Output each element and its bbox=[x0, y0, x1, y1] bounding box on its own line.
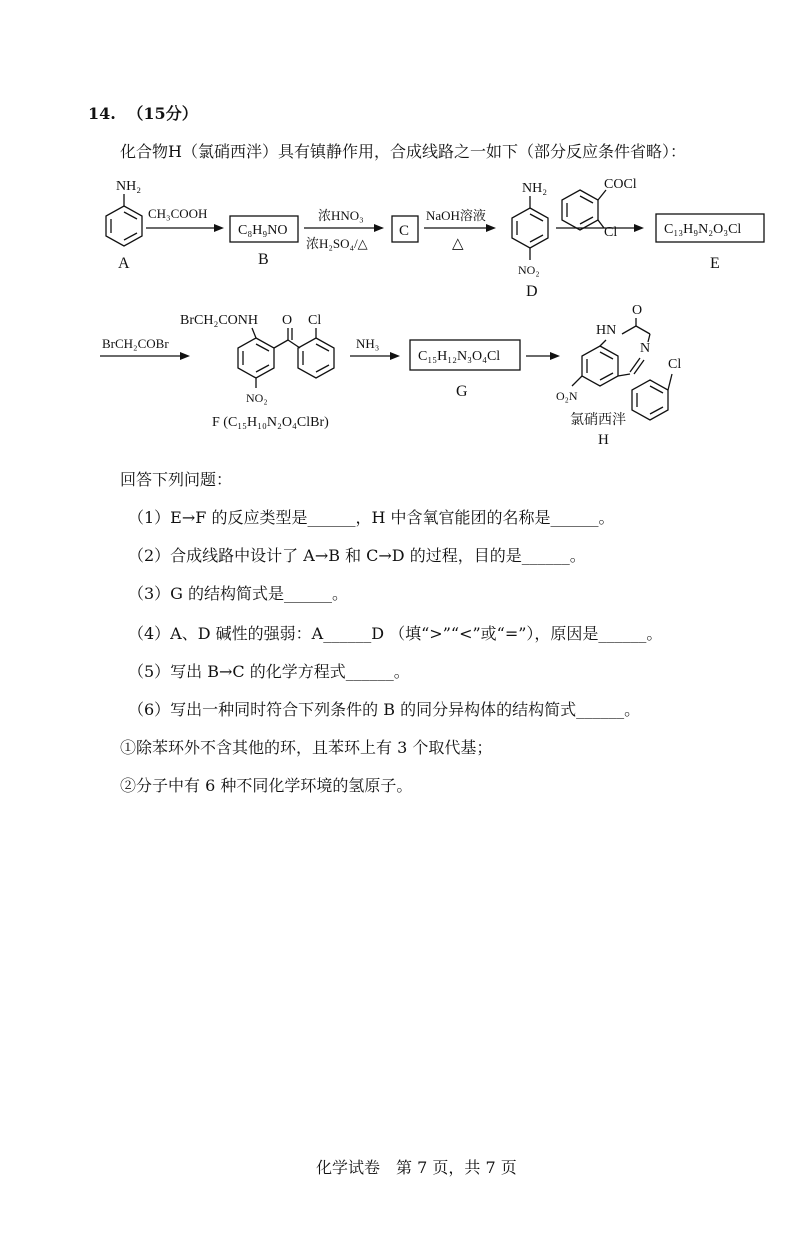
compound-d-no2: NO₂ bbox=[518, 263, 540, 277]
compound-f-no2: NO₂ bbox=[246, 391, 268, 405]
acyl-chloride-structure bbox=[562, 177, 637, 240]
compound-f-cl: Cl bbox=[308, 313, 322, 328]
condition-1: ①除苯环外不含其他的环，且苯环上有 3 个取代基； bbox=[120, 738, 493, 757]
compound-d-label: D bbox=[526, 283, 538, 300]
item-6: （6）写出一种同时符合下列条件的 B 的同分异构体的结构简式______。 bbox=[128, 700, 641, 719]
page-footer: 化学试卷 第 7 页，共 7 页 bbox=[316, 1158, 517, 1177]
reagent-naoh: NaOH溶液 bbox=[426, 208, 486, 223]
compound-b-label: B bbox=[258, 251, 269, 268]
compound-h-label: H bbox=[598, 432, 609, 448]
synthesis-scheme bbox=[0, 168, 800, 468]
reagent-heat: △ bbox=[452, 236, 464, 252]
compound-h-cl: Cl bbox=[668, 357, 682, 372]
reagent-brch2cobr: BrCH₂COBr bbox=[102, 336, 169, 351]
compound-d-nh2: NH₂ bbox=[522, 181, 548, 196]
compound-a-structure bbox=[106, 179, 142, 272]
acyl-cl: Cl bbox=[604, 225, 618, 240]
compound-h-name: 氯硝西泮 bbox=[570, 413, 626, 428]
compound-d-structure bbox=[512, 181, 548, 300]
compound-a-label: A bbox=[118, 255, 130, 272]
item-1: （1）E→F 的反应类型是______，H 中含氧官能团的名称是______。 bbox=[128, 508, 615, 527]
item-3: （3）G 的结构简式是______。 bbox=[128, 584, 349, 603]
condition-2: ②分子中有 6 种不同化学环境的氢原子。 bbox=[120, 776, 413, 795]
compound-f-label: F (C₁₅H₁₀N₂O₄ClBr) bbox=[212, 415, 329, 430]
reagent-ch3cooh: CH₃COOH bbox=[148, 206, 208, 221]
reagent-nh3: NH₃ bbox=[356, 336, 380, 351]
compound-g-label: G bbox=[456, 383, 468, 400]
compound-h-hn: HN bbox=[596, 323, 617, 338]
question-score: （15分） bbox=[127, 104, 198, 123]
compound-e-formula: C₁₃H₉N₂O₃Cl bbox=[664, 222, 742, 237]
compound-c-label: C bbox=[399, 223, 410, 239]
compound-b-formula: C₈H₉NO bbox=[238, 223, 288, 238]
compound-f-o: O bbox=[282, 313, 293, 328]
item-5: （5）写出 B→C 的化学方程式______。 bbox=[128, 662, 410, 681]
compound-h-structure bbox=[556, 303, 681, 448]
answer-prompt: 回答下列问题： bbox=[120, 470, 233, 489]
compound-f-structure bbox=[180, 313, 334, 430]
compound-a-nh2: NH₂ bbox=[116, 179, 142, 194]
reagent-hno3: 浓HNO₃ bbox=[318, 208, 364, 223]
compound-g-formula: C₁₅H₁₂N₃O₄Cl bbox=[418, 349, 501, 364]
compound-h-o2n: O₂N bbox=[556, 389, 578, 403]
question-number-text: 14. bbox=[88, 104, 116, 123]
acyl-cocl: COCl bbox=[604, 177, 637, 192]
question-intro: 化合物H（氯硝西泮）具有镇静作用，合成线路之一如下（部分反应条件省略）： bbox=[120, 142, 686, 161]
compound-h-o: O bbox=[632, 303, 643, 318]
reagent-h2so4: 浓H₂SO₄/△ bbox=[306, 236, 368, 251]
question-number bbox=[88, 104, 198, 124]
compound-e-label: E bbox=[710, 255, 720, 272]
compound-f-amide: BrCH₂CONH bbox=[180, 313, 258, 328]
item-4: （4）A、D 碱性的强弱：A______D （填“>”“<”或“=”），原因是______。 bbox=[128, 624, 663, 643]
item-2: （2）合成线路中设计了 A→B 和 C→D 的过程，目的是______。 bbox=[128, 546, 586, 565]
compound-h-n: N bbox=[640, 341, 651, 356]
